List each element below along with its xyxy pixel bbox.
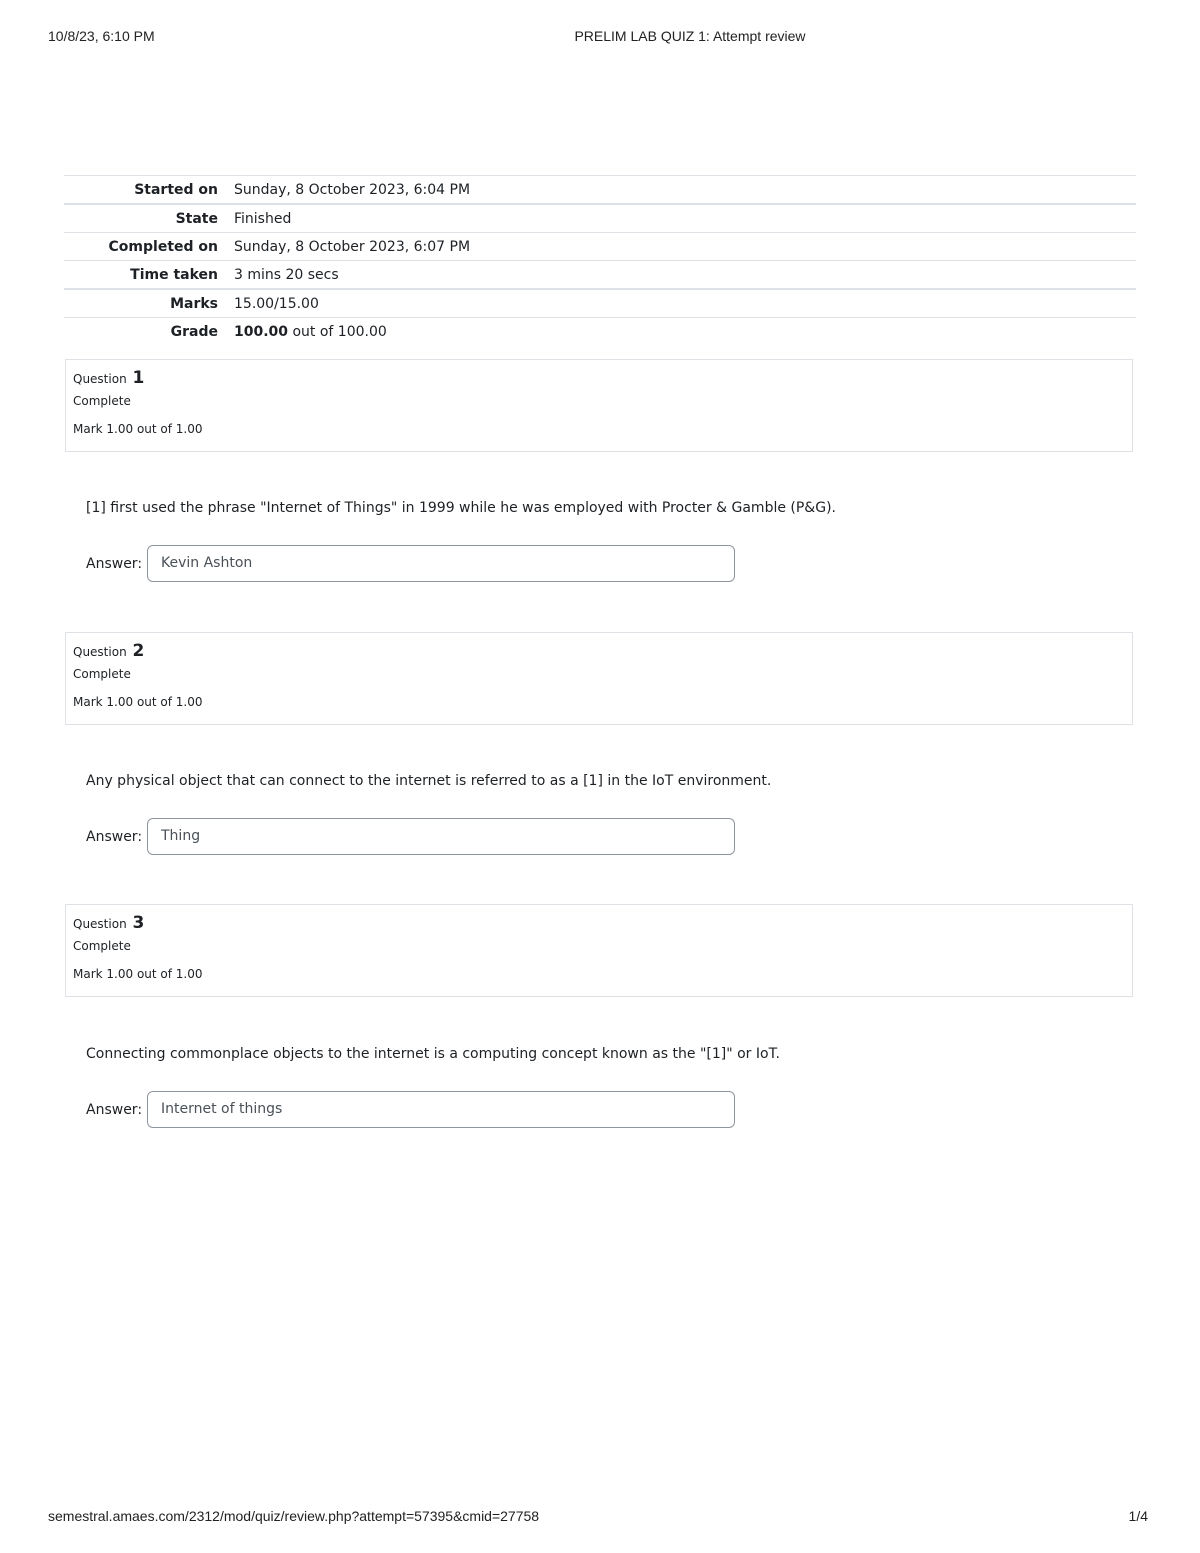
summary-label: Marks (170, 295, 218, 312)
attempt-summary-table (64, 175, 1136, 345)
question-grade: Mark 1.00 out of 1.00 (73, 695, 203, 709)
summary-label: Time taken (130, 266, 218, 283)
question-number-value: 3 (132, 913, 145, 933)
print-date: 10/8/23, 6:10 PM (48, 28, 155, 44)
question-text-2: Any physical object that can connect to the internet is referred to as a [1] in the IoT environment. (86, 773, 772, 789)
summary-row-grade (64, 318, 1136, 346)
summary-row-time-taken (64, 261, 1136, 290)
question-grade: Mark 1.00 out of 1.00 (73, 967, 203, 981)
question-info-3 (65, 904, 1133, 997)
question-label: Question (73, 372, 127, 386)
answer-field-3[interactable]: Internet of things (147, 1091, 735, 1128)
question-state: Complete (73, 667, 131, 681)
answer-field-1[interactable]: Kevin Ashton (147, 545, 735, 582)
question-state: Complete (73, 394, 131, 408)
question-text-3: Connecting commonplace objects to the internet is a computing concept known as the "[1]" or IoT. (86, 1046, 780, 1062)
question-info-1 (65, 359, 1133, 452)
summary-value: Sunday, 8 October 2023, 6:04 PM (234, 181, 471, 198)
print-url: semestral.amaes.com/2312/mod/quiz/review.php?attempt=57395&cmid=27758 (48, 1508, 540, 1524)
print-page-title: PRELIM LAB QUIZ 1: Attempt review (574, 28, 806, 44)
answer-row-2 (86, 818, 746, 858)
summary-value (234, 318, 1136, 346)
summary-value: Finished (234, 210, 292, 227)
summary-label: Started on (134, 181, 218, 198)
question-number (73, 641, 1125, 662)
question-state: Complete (73, 939, 131, 953)
question-label: Question (73, 917, 127, 931)
question-text-1: [1] first used the phrase "Internet of Things" in 1999 while he was employed with Procter & Gamble (P&G). (86, 500, 836, 516)
question-number-value: 1 (132, 368, 145, 388)
summary-row-started (64, 176, 1136, 205)
summary-row-marks (64, 289, 1136, 318)
answer-row-1 (86, 545, 746, 585)
answer-label: Answer: (86, 556, 143, 572)
grade-value: 100.00 (234, 323, 289, 340)
question-grade: Mark 1.00 out of 1.00 (73, 422, 203, 436)
summary-label: Grade (170, 323, 218, 340)
answer-label: Answer: (86, 829, 143, 845)
summary-value: 15.00/15.00 (234, 295, 319, 312)
question-number (73, 913, 1125, 934)
summary-value: Sunday, 8 October 2023, 6:07 PM (234, 238, 471, 255)
answer-row-3 (86, 1091, 746, 1131)
question-number (73, 368, 1125, 389)
answer-label: Answer: (86, 1102, 143, 1118)
print-header (48, 28, 1152, 48)
question-info-2 (65, 632, 1133, 725)
question-label: Question (73, 645, 127, 659)
print-page-number: 1/4 (1128, 1508, 1148, 1524)
answer-field-2[interactable]: Thing (147, 818, 735, 855)
summary-label: Completed on (108, 238, 218, 255)
question-number-value: 2 (132, 641, 145, 661)
summary-row-state (64, 204, 1136, 233)
summary-row-completed (64, 233, 1136, 261)
grade-out-of: out of 100.00 (292, 323, 387, 340)
print-footer (48, 1508, 1148, 1528)
summary-label: State (175, 210, 218, 227)
summary-value: 3 mins 20 secs (234, 266, 339, 283)
